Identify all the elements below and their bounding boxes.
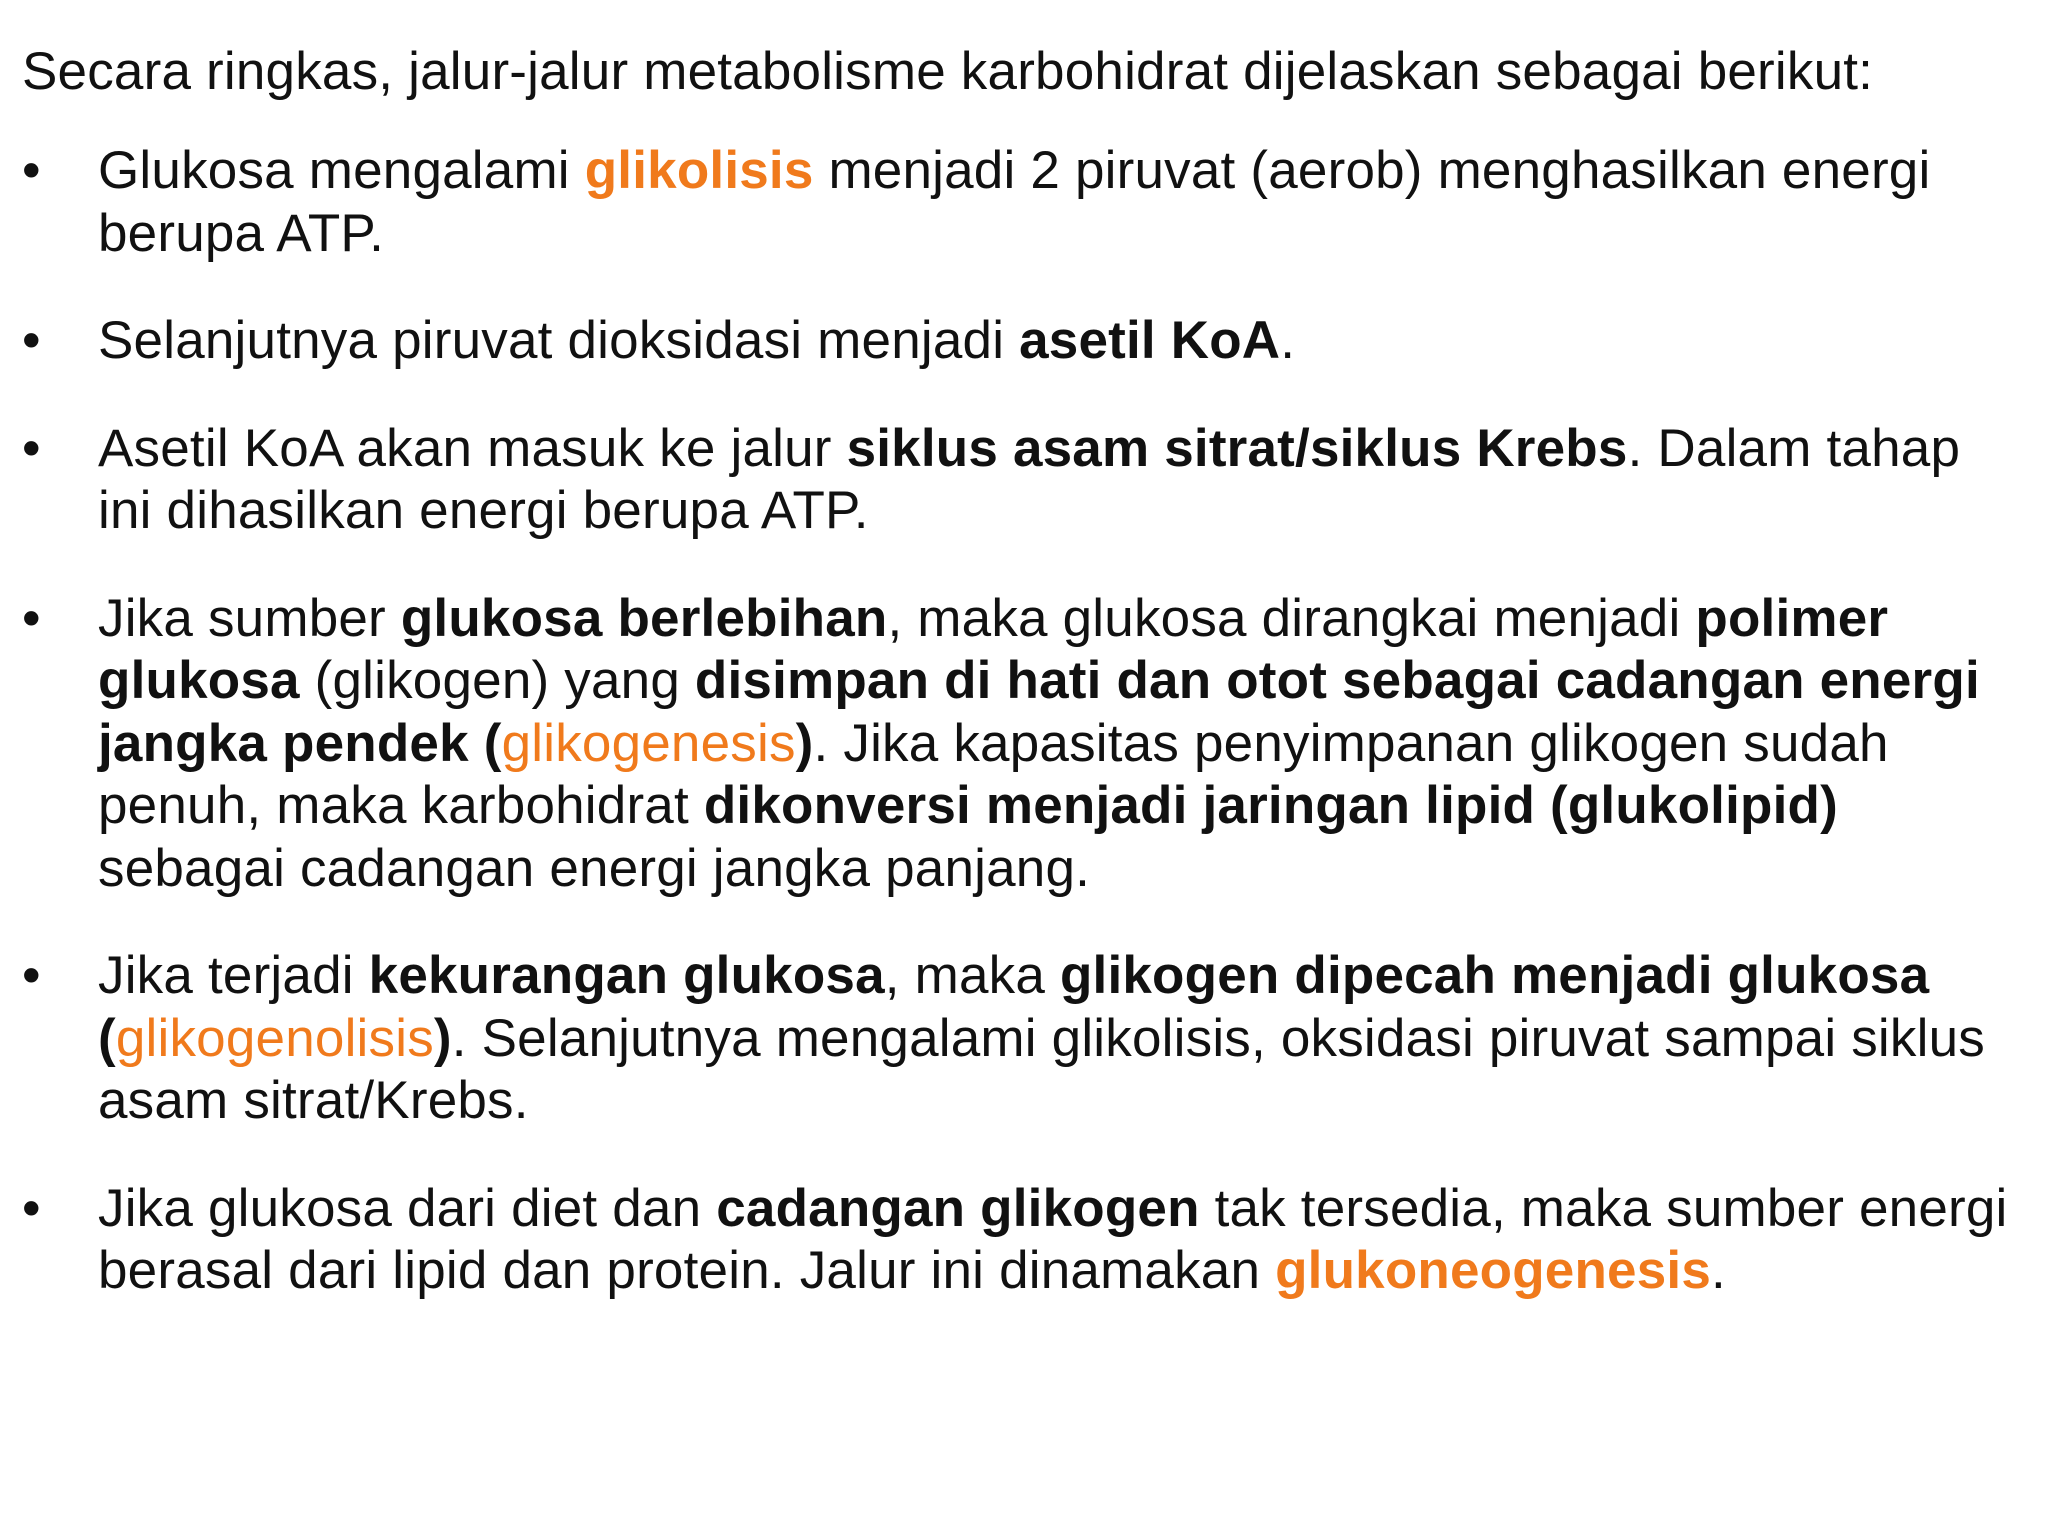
bullet-dot-icon: •: [22, 311, 41, 370]
bold-term: ): [795, 713, 814, 773]
bold-term: glikogen dipecah menjadi glukosa (: [98, 946, 1930, 1068]
text-segment: Glukosa mengalami: [98, 141, 585, 200]
text-segment: . Selanjutnya mengalami glikolisis, oksidasi piruvat sampai siklus asam sitrat/Krebs.: [98, 1008, 1985, 1130]
bullet-item: [0, 140, 2048, 265]
text-segment: menjadi 2 piruvat (aerob) menghasilkan energi berupa ATP.: [98, 141, 1931, 263]
bullet-list: [0, 140, 2048, 1303]
intro-text: Secara ringkas, jalur-jalur metabolisme karbohidrat dijelaskan sebagai berikut:: [22, 42, 1874, 101]
bold-term: siklus asam sitrat/siklus Krebs: [846, 418, 1628, 478]
bold-term: dikonversi menjadi jaringan lipid (glukolipid): [703, 776, 1838, 835]
bullet-item: [0, 588, 2048, 901]
highlighted-bold-term: glikolisis: [584, 141, 814, 200]
highlighted-term: glikogenolisis: [115, 1008, 434, 1068]
text-segment: .: [1280, 311, 1296, 370]
text-segment: . Dalam tahap ini dihasilkan energi berupa ATP.: [98, 418, 1961, 540]
text-segment: Jika sumber: [98, 588, 401, 648]
bold-term: ): [433, 1008, 452, 1068]
text-segment: , maka: [884, 946, 1060, 1005]
text-segment: (glikogen) yang: [299, 651, 695, 710]
bullet-item: [0, 1178, 2048, 1303]
text-segment: , maka glukosa dirangkai menjadi: [887, 588, 1696, 648]
bullet-dot-icon: •: [22, 418, 41, 478]
text-segment: tak tersedia, maka sumber energi berasal dari lipid dan protein. Jalur ini dinamakan: [98, 1178, 2008, 1300]
text-segment: . Jika kapasitas penyimpanan glikogen sudah penuh, maka karbohidrat: [98, 713, 1889, 835]
text-segment: sebagai cadangan energi jangka panjang.: [98, 838, 1091, 898]
bold-term: polimer glukosa: [98, 588, 1889, 710]
text-segment: .: [1711, 1241, 1726, 1300]
bold-term: cadangan glikogen: [716, 1178, 1200, 1238]
text-segment: Selanjutnya piruvat dioksidasi menjadi: [98, 311, 1020, 370]
bold-term: disimpan di hati dan otot sebagai cadangan energi jangka pendek (: [98, 651, 1980, 773]
bold-term: kekurangan glukosa: [368, 946, 885, 1005]
highlighted-term: glikogenesis: [501, 713, 796, 773]
bullet-dot-icon: •: [22, 946, 41, 1005]
bullet-item: [0, 310, 2048, 373]
bullet-dot-icon: •: [22, 1178, 41, 1238]
text-segment: Jika glukosa dari diet dan: [98, 1178, 717, 1238]
bullet-dot-icon: •: [22, 588, 41, 648]
highlighted-bold-term: glukoneogenesis: [1275, 1241, 1712, 1300]
bullet-dot-icon: •: [22, 141, 41, 200]
text-segment: Asetil KoA akan masuk ke jalur: [98, 418, 847, 478]
bold-term: glukosa berlebihan: [400, 588, 888, 648]
text-segment: Jika terjadi: [98, 946, 369, 1005]
bold-term: asetil KoA: [1019, 311, 1281, 370]
bullet-item: [0, 418, 2048, 543]
bullet-item: [0, 945, 2048, 1133]
